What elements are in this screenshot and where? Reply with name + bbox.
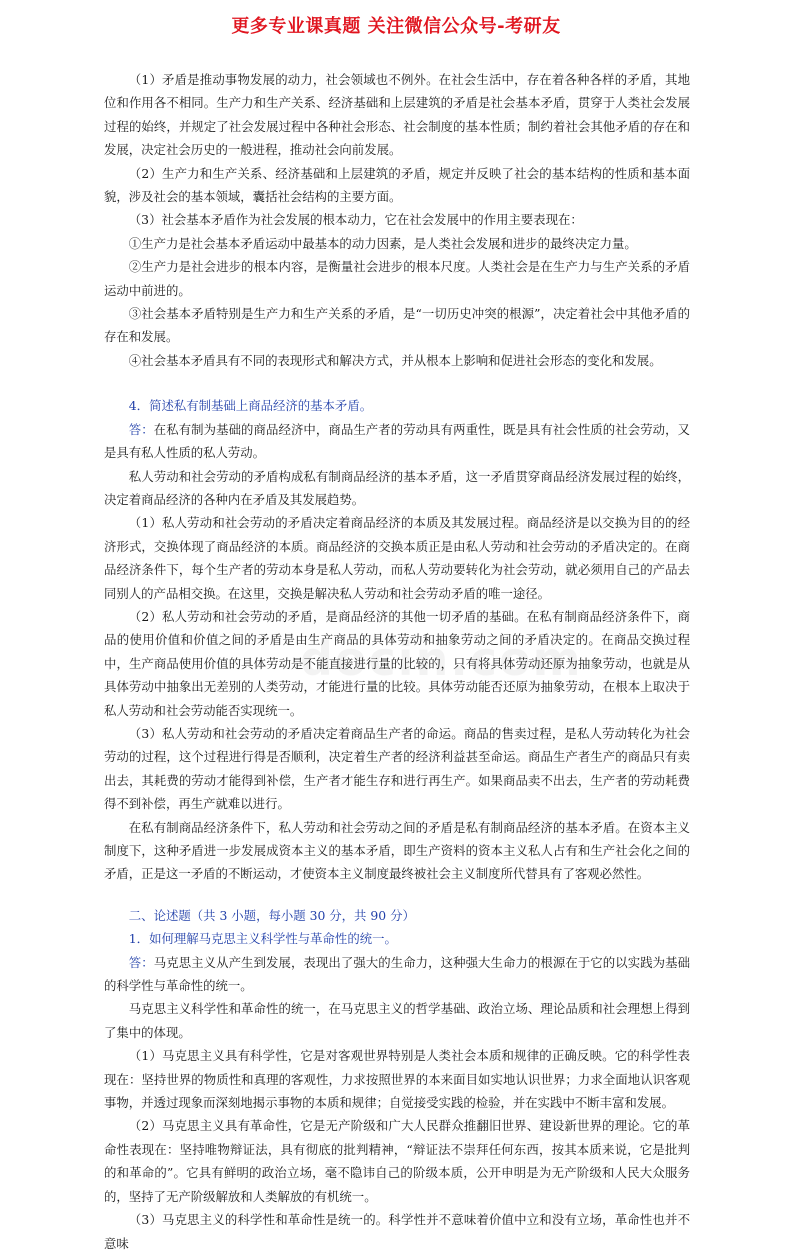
question-1-heading: 1．如何理解马克思主义科学性与革命性的统一。	[128, 931, 397, 947]
question-1-answer	[104, 951, 690, 998]
answer-text: 马克思主义从产生到发展，表现出了强大的生命力，这种强大生命力的根源在于它的以实践为基础的科学性与革命性的统一。	[104, 954, 691, 994]
answer-label: 答：	[128, 954, 154, 970]
question-4-heading: 4．简述私有制基础上商品经济的基本矛盾。	[128, 398, 373, 414]
paragraph: 私人劳动和社会劳动的矛盾构成私有制商品经济的基本矛盾，这一矛盾贯穿商品经济发展过程的始终，决定着商品经济的各种内在矛盾及其发展趋势。	[104, 468, 690, 507]
promo-banner: 更多专业课真题 关注微信公众号-考研友	[231, 16, 561, 37]
answer-text: 在私有制为基础的商品经济中，商品生产者的劳动具有两重性，既是具有社会性质的社会劳动，又是具有私人性质的私人劳动。	[104, 421, 691, 461]
paragraph: （2）生产力和生产关系、经济基础和上层建筑的矛盾，规定并反映了社会的基本结构的性质和基本面貌，涉及社会的基本领域，囊括社会结构的主要方面。	[104, 165, 690, 205]
paragraph: ④社会基本矛盾具有不同的表现形式和解决方式，并从根本上影响和促进社会形态的变化和发展。	[128, 352, 662, 368]
answer-label: 答：	[128, 421, 154, 437]
paragraph: ①生产力是社会基本矛盾运动中最基本的动力因素，是人类社会发展和进步的最终决定力量。	[128, 235, 637, 251]
paragraph: （3）私人劳动和社会劳动的矛盾决定着商品生产者的命运。商品的售卖过程，是私人劳动转化为社会劳动的过程，这个过程进行得是否顺利，决定着生产者的经济利益甚至命运。商品生产者生产的商品只有卖出去，其耗费的劳动才能得到补偿，生产者才能生存和进行再生产。如果商品卖不出去，生产者的劳动耗费得不到补偿，再生产就难以进行。	[104, 725, 690, 812]
paragraph: （3）马克思主义的科学性和革命性是统一的。科学性并不意味着价值中立和没有立场，革命性也并不意味	[104, 1212, 690, 1251]
question-4-answer	[104, 418, 690, 465]
paragraph: 马克思主义科学性和革命性的统一，在马克思主义的哲学基础、政治立场、理论品质和社会理想上得到了集中的体现。	[104, 1001, 690, 1040]
document-body	[104, 68, 690, 1255]
paragraph: （3）社会基本矛盾作为社会发展的根本动力，它在社会发展中的作用主要表现在：	[128, 212, 583, 228]
paragraph: （2）私人劳动和社会劳动的矛盾，是商品经济的其他一切矛盾的基础。在私有制商品经济条件下，商品的使用价值和价值之间的矛盾是由生产商品的具体劳动和抽象劳动之间的矛盾决定的。在商品交换过程中，生产商品使用价值的具体劳动是不能直接进行量的比较的，只有将具体劳动还原为抽象劳动，也就是从具体劳动中抽象出无差别的人类劳动，才能进行量的比较。具体劳动能否还原为抽象劳动，在根本上取决于私人劳动和社会劳动能否实现统一。	[104, 608, 690, 718]
paragraph: （2）马克思主义具有革命性，它是无产阶级和广大人民群众推翻旧世界、建设新世界的理论。它的革命性表现在：坚持唯物辩证法，具有彻底的批判精神，“辩证法不崇拜任何东西，按其本质来说，它是批判的和革命的”。它具有鲜明的政治立场，毫不隐讳自己的阶级本质，公开申明是为无产阶级和人民大众服务的，坚持了无产阶级解放和人类解放的有机统一。	[104, 1118, 690, 1204]
paragraph: （1）马克思主义具有科学性，它是对客观世界特别是人类社会本质和规律的正确反映。它的科学性表现在：坚持世界的物质性和真理的客观性，力求按照世界的本来面目如实地认识世界；力求全面地认识客观事物，并透过现象而深刻地揭示事物的本质和规律；自觉接受实践的检验，并在实践中不断丰富和发展。	[104, 1048, 690, 1111]
paragraph: 在私有制商品经济条件下，私人劳动和社会劳动之间的矛盾是私有制商品经济的基本矛盾。在资本主义制度下，这种矛盾进一步发展成资本主义的基本矛盾，即生产资料的资本主义私人占有和生产社会化之间的矛盾，正是这一矛盾的不断运动，才使资本主义制度最终被社会主义制度所代替具有了客观必然性。	[104, 819, 690, 882]
section-2-heading: 二、论述题（共 3 小题，每小题 30 分，共 90 分）	[128, 907, 415, 923]
paragraph: （1）私人劳动和社会劳动的矛盾决定着商品经济的本质及其发展过程。商品经济是以交换为目的的经济形式，交换体现了商品经济的本质。商品经济的交换本质正是由私人劳动和社会劳动的矛盾决定的。在商品经济条件下，每个生产者的劳动本身是私人劳动，而私人劳动要转化为社会劳动，就必须用自己的产品去同别人的产品相交换。在这里，交换是解决私人劳动和社会劳动矛盾的唯一途径。	[104, 515, 690, 601]
paragraph: （1）矛盾是推动事物发展的动力，社会领域也不例外。在社会生活中，存在着各种各样的矛盾，其地位和作用各不相同。生产力和生产关系、经济基础和上层建筑的矛盾是社会基本矛盾，贯穿于人类社会发展过程的始终，并规定了社会发展过程中各种社会形态、社会制度的基本性质；制约着社会其他矛盾的存在和发展，决定社会历史的一般进程，推动社会向前发展。	[104, 72, 690, 158]
paragraph: ②生产力是社会进步的根本内容，是衡量社会进步的根本尺度。人类社会是在生产力与生产关系的矛盾运动中前进的。	[104, 259, 690, 298]
paragraph: ③社会基本矛盾特别是生产力和生产关系的矛盾，是“一切历史冲突的根源”，决定着社会中其他矛盾的存在和发展。	[104, 306, 690, 345]
